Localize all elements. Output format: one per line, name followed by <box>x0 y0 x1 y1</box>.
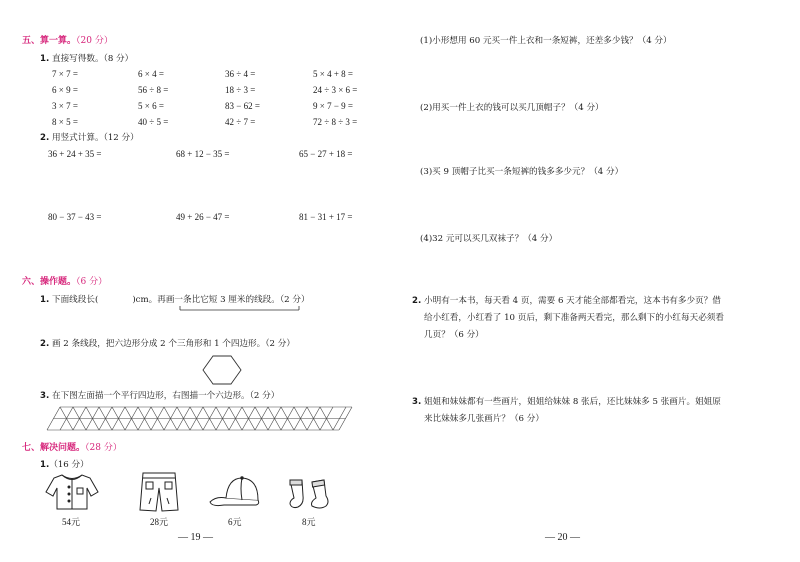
q6-1-text: 1. 下面线段长( )cm。再画一条比它短 3 厘米的线段。（2 分） <box>40 295 310 305</box>
q7-2-line: 小明有一本书，每天看 4 页，需要 6 天才能全部都看完，这本书有多少页？借 <box>424 296 721 306</box>
vertical-calc-item: 49 + 26 − 47 = <box>176 212 230 222</box>
q5-2-heading: 2. 用竖式计算。（12 分） <box>40 133 139 143</box>
oral-item: 72 ÷ 8 ÷ 3 = <box>313 117 358 127</box>
q7-2-num: 2. <box>412 296 422 306</box>
price-label-socks: 8元 <box>302 517 316 527</box>
oral-item: 3 × 7 = <box>52 101 78 111</box>
oral-item: 6 × 4 = <box>138 69 164 79</box>
q7-2-line: 几页？（6 分） <box>424 330 484 340</box>
vertical-calc-item: 65 − 27 + 18 = <box>299 149 353 159</box>
oral-item: 18 ÷ 3 = <box>225 85 256 95</box>
q7-1-sub1: (1)小形想用 60 元买一件上衣和一条短裤，还差多少钱？（4 分） <box>420 36 672 46</box>
oral-item: 56 ÷ 8 = <box>138 85 169 95</box>
shorts-icon <box>137 470 181 514</box>
vertical-calc-item: 68 + 12 − 35 = <box>176 149 230 159</box>
vertical-calc-item: 81 − 31 + 17 = <box>299 212 353 222</box>
q7-1-sub3: (3)买 9 顶帽子比买一条短裤的钱多多少元？（4 分） <box>420 167 624 177</box>
q7-1-heading: 1.（16 分） <box>40 460 89 470</box>
q7-1-sub2: (2)用买一件上衣的钱可以买几顶帽子？（4 分） <box>420 103 604 113</box>
oral-item: 24 ÷ 3 × 6 = <box>313 85 358 95</box>
oral-item: 40 ÷ 5 = <box>138 117 169 127</box>
q6-2-text: 2. 画 2 条线段，把六边形分成 2 个三角形和 1 个四边形。（2 分） <box>40 339 295 349</box>
price-label-shorts: 28元 <box>150 517 169 527</box>
q7-2-line: 给小红看，小红看了 10 页后，剩下准备两天看完，那么剩下的小红每天必须看 <box>424 313 724 323</box>
vertical-calc-item: 80 − 37 − 43 = <box>48 212 102 222</box>
shirt-icon <box>44 472 100 512</box>
page-number-left: — 19 — <box>178 532 213 543</box>
vertical-calc-item: 36 + 24 + 35 = <box>48 149 102 159</box>
oral-item: 9 × 7 − 9 = <box>313 101 353 111</box>
socks-icon <box>286 476 336 512</box>
oral-item: 8 × 5 = <box>52 117 78 127</box>
q6-3-text: 3. 在下图左面描一个平行四边形，右图描一个六边形。（2 分） <box>40 391 280 401</box>
q7-3-line: 姐姐和妹妹都有一些画片，姐姐给妹妹 8 张后，还比妹妹多 5 张画片。姐姐原 <box>424 397 721 407</box>
q7-3-num: 3. <box>412 397 422 407</box>
oral-item: 5 × 4 + 8 = <box>313 69 353 79</box>
section-7-title: 七、解决问题。（28 分） <box>22 443 122 453</box>
q7-3-line: 来比妹妹多几张画片？（6 分） <box>424 414 544 424</box>
price-label-shirt: 54元 <box>62 517 81 527</box>
oral-item: 42 ÷ 7 = <box>225 117 256 127</box>
oral-item: 5 × 6 = <box>138 101 164 111</box>
section-6-title: 六、操作题。（6 分） <box>22 277 108 287</box>
oral-item: 6 × 9 = <box>52 85 78 95</box>
q7-1-sub4: (4)32 元可以买几双袜子？（4 分） <box>420 234 558 244</box>
oral-item: 36 ÷ 4 = <box>225 69 256 79</box>
page-number-right: — 20 — <box>545 532 580 543</box>
oral-item: 7 × 7 = <box>52 69 78 79</box>
oral-item: 83 − 62 = <box>225 101 260 111</box>
q5-1-heading: 1. 直接写得数。（8 分） <box>40 54 134 64</box>
cap-icon <box>206 474 262 510</box>
price-label-cap: 6元 <box>228 517 242 527</box>
section-5-title: 五、算一算。（20 分） <box>22 36 113 46</box>
